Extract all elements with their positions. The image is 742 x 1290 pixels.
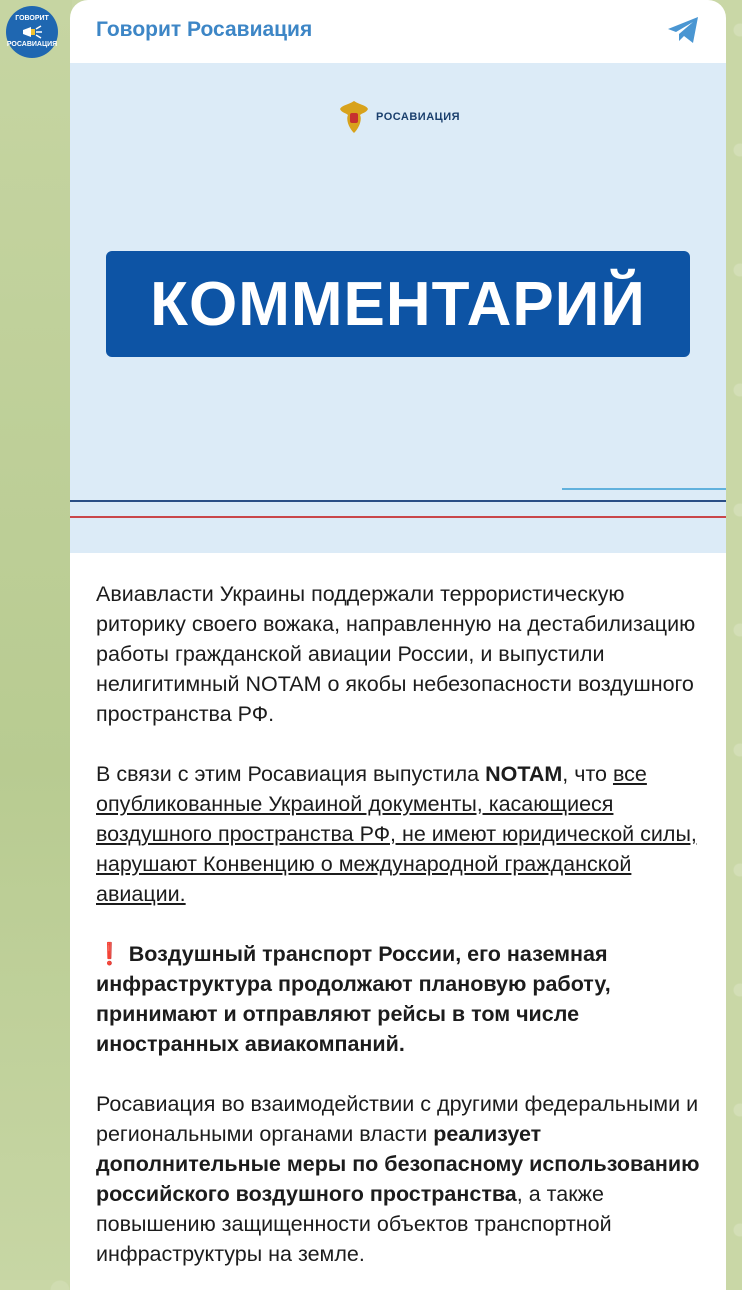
rosaviatsia-logo	[338, 99, 460, 135]
p4-bold: реализует дополнительные меры по безопасному использованию российского воздушного пространства	[96, 1122, 700, 1206]
comment-banner	[106, 251, 690, 357]
chat-background	[0, 0, 72, 1280]
post-text	[70, 553, 726, 1269]
logo-text: РОСАВИАЦИЯ	[376, 111, 461, 123]
divider-red	[70, 516, 726, 518]
p4-text-c: , а также повышению защищенности объектов транспортной инфраструктуры на земле.	[96, 1182, 612, 1266]
p3-bold: Воздушный транспорт России, его наземная инфраструктура продолжают плановую работу, принимают и отправляют рейсы в том числе иностранных авиакомпаний.	[96, 942, 611, 1056]
p4-text-a: Росавиация во взаимодействии с другими федеральными и региональными органами власти	[96, 1092, 699, 1146]
paragraph-2	[96, 759, 702, 909]
divider-accent	[562, 488, 726, 490]
p2-underlined: все опубликованные Украиной документы, касающиеся воздушного пространства РФ, не имеют юридической силы, нарушают Конвенцию о международной гражданской авиации.	[96, 762, 697, 906]
divider-blue	[70, 500, 726, 502]
p2-notam: NOTAM	[485, 762, 563, 786]
avatar-text-top: ГОВОРИТ	[15, 15, 49, 22]
avatar-text-bottom: РОСАВИАЦИЯ	[6, 41, 58, 48]
channel-avatar[interactable]	[6, 6, 58, 58]
paragraph-3	[96, 939, 702, 1059]
p2-text-c: , что	[562, 762, 613, 786]
post-image[interactable]	[70, 63, 726, 553]
emblem-icon	[338, 99, 370, 135]
message-header	[70, 0, 726, 60]
paragraph-1: Авиавласти Украины поддержали террористическую риторику своего вожака, направленную на дестабилизацию работы гражданской авиации России, и выпустили нелигитимный NOTAM о якобы небезопасности воздушного пространства РФ.	[96, 582, 696, 726]
telegram-icon[interactable]	[664, 10, 704, 50]
channel-name[interactable]: Говорит Росавиация	[96, 18, 313, 41]
banner-text: КОММЕНТАРИЙ	[150, 269, 646, 339]
megaphone-icon	[21, 25, 43, 39]
paragraph-4	[96, 1089, 702, 1269]
p2-text-a: В связи с этим Росавиация выпустила	[96, 762, 486, 786]
exclamation-icon: ❗	[96, 942, 123, 966]
message-bubble	[70, 0, 726, 1290]
